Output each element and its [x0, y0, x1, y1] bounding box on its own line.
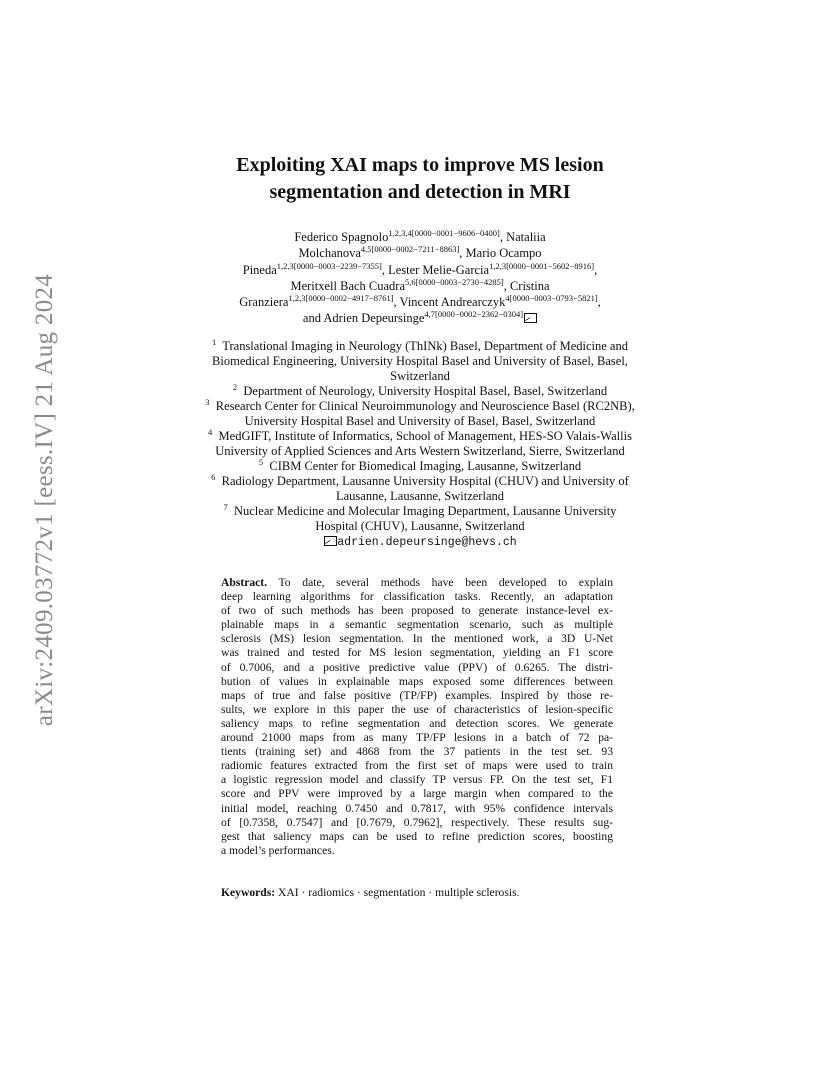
- abstract-line: plainable maps in a semantic segmentation scenario, such as multiple: [221, 618, 613, 632]
- envelope-icon: [524, 313, 537, 323]
- title-line-2: segmentation and detection in MRI: [269, 181, 571, 203]
- abstract-line: gest that saliency maps can be used to refine prediction scores, boosting: [221, 829, 613, 843]
- affiliation-7-line-2: Hospital (CHUV), Lausanne, Switzerland: [315, 519, 525, 533]
- keywords-label: Keywords:: [221, 886, 276, 899]
- keywords: [221, 886, 613, 899]
- envelope-icon: [324, 536, 337, 546]
- affiliation-list: [170, 339, 670, 550]
- affiliation-1-line-2: Biomedical Engineering, University Hospital Basel and University of Basel, Basel,: [212, 354, 628, 368]
- author-line-2: Molchanova$^{4,5[0000-0002-7211-8863]}$, Mario Ocampo: [298, 244, 542, 261]
- email-address[interactable]: adrien.depeursinge@hevs.ch: [337, 536, 517, 549]
- paper-title: [160, 152, 680, 206]
- abstract: [221, 576, 613, 858]
- title-line-1: Exploiting XAI maps to improve MS lesion: [236, 154, 604, 176]
- keywords-list: XAI · radiomics · segmentation · multiple sclerosis.: [278, 886, 520, 899]
- arxiv-sidebar-id: [20, 273, 70, 727]
- abstract-line: Abstract. To date, several methods have been developed to explain: [221, 576, 613, 589]
- affiliation-1: $^1$ Translational Imaging in Neurology (ThINk) Basel, Department of Medicine and: [212, 337, 628, 353]
- affiliation-1-line-3: Switzerland: [390, 369, 450, 383]
- affiliation-4-line-2: University of Applied Sciences and Arts Western Switzerland, Sierre, Switzerland: [215, 444, 625, 458]
- affiliation-4: $^4$ MedGIFT, Institute of Informatics, School of Management, HES-SO Valais-Wallis: [208, 427, 632, 443]
- email-line: [170, 534, 670, 550]
- affiliation-3: $^3$ Research Center for Clinical Neuroimmunology and Neuroscience Basel (RC2NB),: [205, 397, 635, 413]
- abstract-line: sults, we explore in this paper the use of characteristics of lesion-specific: [221, 702, 613, 716]
- affiliation-7: $^7$ Nuclear Medicine and Molecular Imaging Department, Lausanne University: [223, 502, 617, 518]
- author-list: [170, 229, 670, 327]
- abstract-line: deep learning algorithms for classification tasks. Recently, an adaptation: [221, 590, 613, 604]
- affiliation-5: $^5$ CIBM Center for Biomedical Imaging, Lausanne, Switzerland: [258, 457, 582, 473]
- abstract-line: around 21000 maps from as many TP/FP lesions in a batch of 72 pa-: [221, 731, 613, 745]
- abstract-line: a logistic regression model and classify TP versus FP. On the test set, F1: [221, 773, 613, 787]
- abstract-line: score and PPV were improved by a large margin when compared to the: [221, 787, 613, 801]
- abstract-line: radiomic features extracted from the first set of maps were used to train: [221, 759, 613, 773]
- affiliation-2: $^2$ Department of Neurology, University Hospital Basel, Basel, Switzerland: [232, 382, 608, 398]
- abstract-line: saliency maps to refine segmentation and detection scores. We generate: [221, 716, 613, 730]
- affiliation-6-line-2: Lausanne, Lausanne, Switzerland: [336, 489, 504, 503]
- abstract-label: Abstract.: [221, 576, 268, 589]
- abstract-line: bution of values in explainable maps exposed some differences between: [221, 674, 613, 688]
- author-line-4: Meritxell Bach Cuadra$^{5,6[0000-0003-2730-4285]}$, Cristina: [290, 276, 550, 293]
- abstract-line: maps of true and false positive (TP/FP) examples. Inspired by those re-: [221, 688, 613, 702]
- abstract-line: tients (training set) and 4868 from the 37 patients in the test set. 93: [221, 745, 613, 759]
- abstract-line: of two of such methods has been proposed to generate instance-level ex-: [221, 604, 613, 618]
- arxiv-id-text: arXiv:2409.03772v1 [eess.IV] 21 Aug 2024: [31, 273, 58, 727]
- author-line-1: Federico Spagnolo$^{1,2,3,4[0000-0001-9606-0400]}$, Nataliia: [294, 228, 546, 244]
- abstract-line: sclerosis (MS) lesion segmentation. In the mentioned work, a 3D U-Net: [221, 632, 613, 646]
- abstract-line: of [0.7358, 0.7547] and [0.7679, 0.7962], respectively. These results sug-: [221, 815, 613, 829]
- affiliation-6: $^6$ Radiology Department, Lausanne University Hospital (CHUV) and University of: [211, 472, 629, 488]
- author-line-6: and Adrien Depeursinge$^{4,7[0000-0002-2362-0304]}$: [170, 310, 670, 326]
- abstract-line: of 0.7006, and a positive predictive value (PPV) of 0.6265. The distri-: [221, 660, 613, 674]
- author-line-5: Granziera$^{1,2,3[0000-0002-4917-8761]}$, Vincent Andrearczyk$^{4[0000-0003-0793-5821]}$,: [239, 293, 601, 310]
- abstract-line: initial model, reaching 0.7450 and 0.7817, with 95% confidence intervals: [221, 801, 613, 815]
- affiliation-3-line-2: University Hospital Basel and University of Basel, Basel, Switzerland: [244, 414, 596, 428]
- author-line-3: Pineda$^{1,2,3[0000-0003-2239-7355]}$, Lester Melie-Garcia$^{1,2,3[0000-0001-5602-8916]}$,: [242, 260, 598, 277]
- abstract-line: a model’s performances.: [221, 843, 335, 857]
- abstract-line: was trained and tested for MS lesion segmentation, yielding an F1 score: [221, 646, 613, 660]
